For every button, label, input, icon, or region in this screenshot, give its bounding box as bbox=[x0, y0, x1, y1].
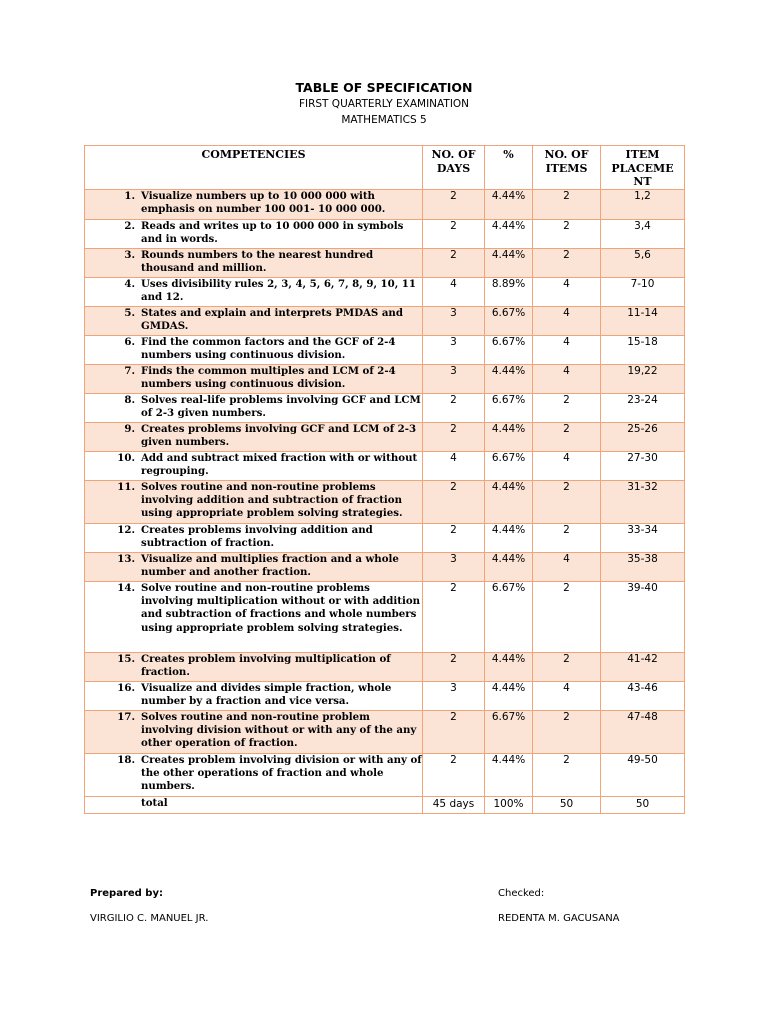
percent-cell: 4.44% bbox=[485, 523, 533, 552]
competency-cell bbox=[85, 523, 423, 552]
placement-cell: 43-46 bbox=[601, 681, 685, 710]
table-row bbox=[85, 681, 685, 710]
days-cell: 2 bbox=[423, 189, 485, 219]
total-items: 50 bbox=[533, 796, 601, 813]
competency-cell bbox=[85, 451, 423, 480]
competency-number: 15. bbox=[117, 652, 135, 665]
total-label-cell bbox=[85, 796, 423, 813]
days-cell: 2 bbox=[423, 393, 485, 422]
days-cell: 3 bbox=[423, 335, 485, 364]
competency-text: States and explain and interprets PMDAS and GMDAS. bbox=[141, 306, 403, 332]
table-row bbox=[85, 335, 685, 364]
competency-number: 14. bbox=[117, 581, 135, 594]
header-competencies: COMPETENCIES bbox=[85, 146, 423, 190]
percent-cell: 6.67% bbox=[485, 581, 533, 652]
competency-text: Creates problem involving division or with any of the other operations of fraction and whole numbers. bbox=[141, 753, 422, 793]
competency-cell bbox=[85, 306, 423, 335]
competency-cell bbox=[85, 189, 423, 219]
table-row bbox=[85, 219, 685, 248]
placement-cell: 31-32 bbox=[601, 480, 685, 523]
items-cell: 2 bbox=[533, 523, 601, 552]
days-cell: 2 bbox=[423, 248, 485, 277]
document-subtitle: FIRST QUARTERLY EXAMINATION bbox=[298, 98, 470, 110]
percent-cell: 4.44% bbox=[485, 681, 533, 710]
days-cell: 3 bbox=[423, 364, 485, 393]
document-subject: MATHEMATICS 5 bbox=[341, 114, 427, 126]
header-percent: % bbox=[485, 146, 533, 190]
header-no-of-items: NO. OF ITEMS bbox=[533, 146, 601, 190]
competency-number: 7. bbox=[124, 364, 135, 377]
competency-number: 13. bbox=[117, 552, 135, 565]
percent-cell: 6.67% bbox=[485, 710, 533, 753]
items-cell: 2 bbox=[533, 480, 601, 523]
items-cell: 2 bbox=[533, 710, 601, 753]
days-cell: 2 bbox=[423, 710, 485, 753]
total-days: 45 days bbox=[423, 796, 485, 813]
competency-number: 10. bbox=[117, 451, 135, 464]
items-cell: 2 bbox=[533, 189, 601, 219]
table-row bbox=[85, 393, 685, 422]
items-cell: 4 bbox=[533, 277, 601, 306]
table-row bbox=[85, 710, 685, 753]
placement-cell: 1,2 bbox=[601, 189, 685, 219]
competency-text: Add and subtract mixed fraction with or without regrouping. bbox=[141, 451, 418, 477]
items-cell: 2 bbox=[533, 393, 601, 422]
placement-cell: 5,6 bbox=[601, 248, 685, 277]
competency-cell bbox=[85, 219, 423, 248]
competency-number: 11. bbox=[117, 480, 135, 493]
percent-cell: 4.44% bbox=[485, 652, 533, 681]
checked-name: REDENTA M. GACUSANA bbox=[498, 913, 620, 924]
percent-cell: 6.67% bbox=[485, 335, 533, 364]
percent-cell: 4.44% bbox=[485, 189, 533, 219]
placement-cell: 27-30 bbox=[601, 451, 685, 480]
competency-cell bbox=[85, 422, 423, 451]
table-row bbox=[85, 552, 685, 581]
items-cell: 2 bbox=[533, 581, 601, 652]
competency-number: 1. bbox=[124, 189, 135, 202]
competency-text: Rounds numbers to the nearest hundred thousand and million. bbox=[141, 248, 374, 274]
days-cell: 4 bbox=[423, 277, 485, 306]
table-row bbox=[85, 277, 685, 306]
percent-cell: 4.44% bbox=[485, 364, 533, 393]
competency-cell bbox=[85, 681, 423, 710]
days-cell: 2 bbox=[423, 422, 485, 451]
percent-cell: 4.44% bbox=[485, 248, 533, 277]
placement-cell: 47-48 bbox=[601, 710, 685, 753]
total-label: total bbox=[141, 796, 168, 809]
placement-cell: 7-10 bbox=[601, 277, 685, 306]
percent-cell: 8.89% bbox=[485, 277, 533, 306]
table-header-row bbox=[85, 146, 685, 190]
items-cell: 2 bbox=[533, 753, 601, 796]
competency-text: Creates problems involving addition and subtraction of fraction. bbox=[141, 523, 373, 549]
placement-cell: 33-34 bbox=[601, 523, 685, 552]
table-row bbox=[85, 581, 685, 652]
prepared-by-label: Prepared by: bbox=[90, 888, 163, 899]
competency-cell bbox=[85, 277, 423, 306]
competency-cell bbox=[85, 393, 423, 422]
competency-number: 18. bbox=[117, 753, 135, 766]
percent-cell: 4.44% bbox=[485, 753, 533, 796]
competency-text: Solves routine and non-routine problem involving division without or with any of the any other operation of fraction. bbox=[141, 710, 417, 750]
table-row bbox=[85, 753, 685, 796]
competency-number: 9. bbox=[124, 422, 135, 435]
competency-number: 6. bbox=[124, 335, 135, 348]
items-cell: 2 bbox=[533, 652, 601, 681]
percent-cell: 4.44% bbox=[485, 552, 533, 581]
competency-cell bbox=[85, 552, 423, 581]
items-cell: 4 bbox=[533, 306, 601, 335]
days-cell: 2 bbox=[423, 219, 485, 248]
competency-cell bbox=[85, 480, 423, 523]
placement-cell: 39-40 bbox=[601, 581, 685, 652]
days-cell: 2 bbox=[423, 652, 485, 681]
table-row bbox=[85, 189, 685, 219]
items-cell: 4 bbox=[533, 335, 601, 364]
competency-text: Find the common factors and the GCF of 2-4 numbers using continuous division. bbox=[141, 335, 396, 361]
items-cell: 4 bbox=[533, 364, 601, 393]
days-cell: 2 bbox=[423, 581, 485, 652]
competency-cell bbox=[85, 364, 423, 393]
checked-label: Checked: bbox=[498, 888, 545, 899]
total-row bbox=[85, 796, 685, 813]
placement-cell: 19,22 bbox=[601, 364, 685, 393]
competency-number: 12. bbox=[117, 523, 135, 536]
placement-cell: 35-38 bbox=[601, 552, 685, 581]
specification-table bbox=[84, 145, 685, 814]
competency-cell bbox=[85, 710, 423, 753]
prepared-by-name: VIRGILIO C. MANUEL JR. bbox=[90, 913, 209, 924]
days-cell: 2 bbox=[423, 753, 485, 796]
percent-cell: 4.44% bbox=[485, 422, 533, 451]
days-cell: 3 bbox=[423, 681, 485, 710]
placement-cell: 25-26 bbox=[601, 422, 685, 451]
placement-cell: 11-14 bbox=[601, 306, 685, 335]
competency-text: Creates problems involving GCF and LCM of 2-3 given numbers. bbox=[141, 422, 417, 448]
table-row bbox=[85, 306, 685, 335]
competency-text: Solves real-life problems involving GCF and LCM of 2-3 given numbers. bbox=[141, 393, 421, 419]
items-cell: 4 bbox=[533, 552, 601, 581]
competency-text: Visualize and multiplies fraction and a whole number and another fraction. bbox=[141, 552, 399, 578]
percent-cell: 4.44% bbox=[485, 219, 533, 248]
competency-number: 2. bbox=[124, 219, 135, 232]
competency-cell bbox=[85, 248, 423, 277]
total-placement: 50 bbox=[601, 796, 685, 813]
competency-text: Finds the common multiples and LCM of 2-4 numbers using continuous division. bbox=[141, 364, 396, 390]
percent-cell: 6.67% bbox=[485, 451, 533, 480]
competency-number: 3. bbox=[124, 248, 135, 261]
competency-text: Visualize and divides simple fraction, whole number by a fraction and vice versa. bbox=[141, 681, 392, 707]
competency-cell bbox=[85, 335, 423, 364]
header-item-placement: ITEM PLACEME NT bbox=[601, 146, 685, 190]
header-no-of-days: NO. OF DAYS bbox=[423, 146, 485, 190]
days-cell: 3 bbox=[423, 306, 485, 335]
competency-number: 17. bbox=[117, 710, 135, 723]
days-cell: 2 bbox=[423, 523, 485, 552]
competency-text: Visualize numbers up to 10 000 000 with emphasis on number 100 001- 10 000 000. bbox=[141, 189, 386, 215]
competency-cell bbox=[85, 753, 423, 796]
total-percent: 100% bbox=[485, 796, 533, 813]
competency-text: Uses divisibility rules 2, 3, 4, 5, 6, 7, 8, 9, 10, 11 and 12. bbox=[141, 277, 416, 303]
document-title: TABLE OF SPECIFICATION bbox=[295, 80, 473, 95]
items-cell: 4 bbox=[533, 681, 601, 710]
competency-number: 8. bbox=[124, 393, 135, 406]
percent-cell: 6.67% bbox=[485, 306, 533, 335]
items-cell: 4 bbox=[533, 451, 601, 480]
table-row bbox=[85, 248, 685, 277]
percent-cell: 6.67% bbox=[485, 393, 533, 422]
days-cell: 4 bbox=[423, 451, 485, 480]
items-cell: 2 bbox=[533, 422, 601, 451]
competency-text: Reads and writes up to 10 000 000 in symbols and in words. bbox=[141, 219, 404, 245]
competency-number: 4. bbox=[124, 277, 135, 290]
competency-number: 5. bbox=[124, 306, 135, 319]
placement-cell: 49-50 bbox=[601, 753, 685, 796]
placement-cell: 41-42 bbox=[601, 652, 685, 681]
competency-text: Solve routine and non-routine problems involving multiplication without or with addition and subtraction of fractions and whole numbers using appropriate problem solving strategies. bbox=[141, 581, 421, 634]
days-cell: 2 bbox=[423, 480, 485, 523]
percent-cell: 4.44% bbox=[485, 480, 533, 523]
items-cell: 2 bbox=[533, 219, 601, 248]
competency-cell bbox=[85, 652, 423, 681]
placement-cell: 23-24 bbox=[601, 393, 685, 422]
placement-cell: 3,4 bbox=[601, 219, 685, 248]
table-row bbox=[85, 364, 685, 393]
competency-cell bbox=[85, 581, 423, 652]
table-row bbox=[85, 451, 685, 480]
competency-number: 16. bbox=[117, 681, 135, 694]
competency-text: Solves routine and non-routine problems involving addition and subtraction of fraction using appropriate problem solving strategies. bbox=[141, 480, 403, 520]
table-row bbox=[85, 422, 685, 451]
competency-text: Creates problem involving multiplication of fraction. bbox=[141, 652, 391, 678]
table-row bbox=[85, 480, 685, 523]
days-cell: 3 bbox=[423, 552, 485, 581]
table-row bbox=[85, 652, 685, 681]
table-row bbox=[85, 523, 685, 552]
placement-cell: 15-18 bbox=[601, 335, 685, 364]
items-cell: 2 bbox=[533, 248, 601, 277]
